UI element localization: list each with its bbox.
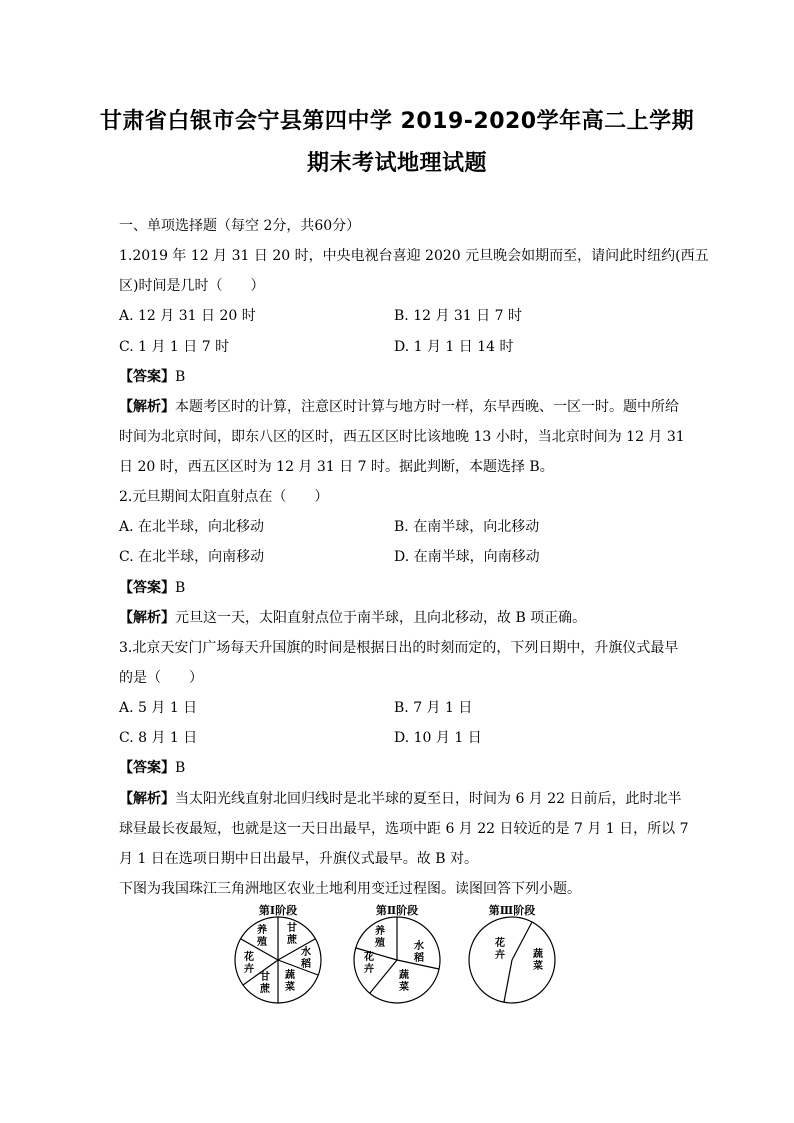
explanation-label: 【解析】 — [119, 610, 175, 626]
stage1-label-flowers — [243, 950, 254, 975]
q2-option-c: C. 在北半球，向南移动 — [119, 549, 265, 565]
label-char: 养 — [257, 925, 267, 936]
stage2-slice-label — [363, 950, 374, 975]
stage1-slice-label — [284, 968, 295, 993]
stage3-label-vegetables — [532, 947, 543, 972]
explanation-text: 元旦这一天，太阳直射点位于南半球，且向北移动，故 B 项正确。 — [175, 610, 587, 626]
label-char: 菜 — [399, 982, 409, 993]
label-char: 殖 — [257, 937, 267, 948]
stage1-slice-label — [300, 945, 311, 970]
q1-option-b: B. 12 月 31 日 7 时 — [394, 308, 522, 324]
stage3-slice-label — [532, 947, 543, 972]
stage2-slice-label — [398, 968, 409, 993]
q3-option-d: D. 10 月 1 日 — [394, 730, 482, 746]
answer-label: 【答案】 — [119, 580, 175, 596]
q2-option-b: B. 在南半球，向北移动 — [394, 519, 540, 535]
label-char: 蔬 — [399, 970, 409, 981]
q1-explanation-line1 — [119, 397, 679, 417]
explanation-text: 当太阳光线直射北回归线时是北半球的夏至日，时间为 6 月 22 日前后，此时北半 — [175, 791, 682, 807]
q2-answer — [119, 578, 185, 598]
label-char: 殖 — [375, 938, 385, 949]
q2-stem: 2.元旦期间太阳直射点在（ ） — [119, 489, 329, 505]
q1-option-c: C. 1 月 1 日 7 时 — [119, 339, 230, 355]
stage1-slice-label — [257, 923, 267, 948]
q3-explanation-line2: 球昼最长夜最短，也就是这一天日出最早，选项中距 6 月 22 日较近的是 7 月 1 日，所以 7 — [119, 821, 689, 837]
answer-label: 【答案】 — [119, 760, 175, 776]
stage2-label-aquaculture — [375, 924, 385, 949]
stage1-slice-label — [243, 950, 254, 975]
q3-option-a: A. 5 月 1 日 — [119, 700, 198, 716]
label-char: 甘 — [287, 923, 297, 934]
stage3-title: 第Ⅲ阶段 — [488, 904, 536, 917]
q1-answer — [119, 367, 185, 387]
label-char: 菜 — [533, 961, 543, 972]
label-char: 卉 — [364, 964, 374, 975]
q3-stem-line2: 的是（ ） — [119, 670, 203, 686]
explanation-label: 【解析】 — [119, 399, 175, 415]
land-use-figure — [220, 902, 580, 1006]
doc-title-line1: 甘肃省白银市会宁县第四中学 2019-2020学年高二上学期 — [99, 109, 695, 134]
stage2-slice-label — [375, 924, 385, 949]
label-char: 稻 — [414, 953, 424, 964]
label-char: 蔗 — [287, 935, 297, 946]
q1-explanation-line2: 时间为北京时间，即东八区的区时，西五区区时比该地晚 13 小时，当北京时间为 12 月 31 — [119, 429, 685, 445]
q3-explanation-line1 — [119, 789, 682, 809]
stage2-label-vegetables — [398, 968, 409, 993]
stage1-slice-label — [260, 970, 271, 995]
label-char: 卉 — [244, 964, 254, 975]
stage3-slice-label — [494, 936, 505, 961]
figure-intro: 下图为我国珠江三角洲地区农业土地利用变迁过程图。读图回答下列小题。 — [119, 881, 581, 897]
label-char: 花 — [495, 938, 505, 949]
label-char: 水 — [414, 941, 424, 952]
stage1-title: 第Ⅰ阶段 — [258, 904, 298, 917]
answer-value: B — [175, 580, 186, 596]
stage2-label-rice — [413, 939, 424, 964]
q3-explanation-line3: 月 1 日在选项日期中日出最早，升旗仪式最早。故 B 对。 — [119, 851, 478, 867]
doc-title-line2: 期末考试地理试题 — [306, 151, 487, 176]
q3-answer — [119, 758, 185, 778]
section-heading: 一、单项选择题（每空 2分，共60分） — [119, 218, 361, 234]
q3-option-c: C. 8 月 1 日 — [119, 730, 198, 746]
stage2-slice-label — [413, 939, 424, 964]
label-char: 甘 — [260, 972, 270, 983]
label-char: 菜 — [285, 982, 295, 993]
stage1-label-sugarcane-top — [287, 921, 298, 946]
q2-option-a: A. 在北半球，向北移动 — [119, 519, 265, 535]
q1-stem-line1: 1.2019 年 12 月 31 日 20 时，中央电视台喜迎 2020 元旦晚会如期而至，请问此时纽约(西五 — [119, 248, 709, 264]
stage1-slice-label — [287, 921, 298, 946]
stage3-label-flowers — [494, 936, 505, 961]
label-char: 花 — [244, 952, 254, 963]
label-char: 蔗 — [260, 984, 270, 995]
q1-explanation-line3: 日 20 时，西五区区时为 12 月 31 日 7 时。据此判断，本题选择 B。 — [119, 459, 554, 475]
label-char: 卉 — [495, 950, 505, 961]
label-char: 稻 — [301, 959, 311, 970]
stage2-title: 第Ⅱ阶段 — [375, 904, 419, 917]
q1-option-a: A. 12 月 31 日 20 时 — [119, 308, 256, 324]
label-char: 花 — [364, 952, 374, 963]
q3-stem-line1: 3.北京天安门广场每天升国旗的时间是根据日出的时刻而定的，下列日期中，升旗仪式最早 — [119, 640, 679, 656]
q2-explanation-line1 — [119, 608, 586, 628]
stage1-label-vegetables — [284, 968, 295, 993]
stage2-label-flowers — [363, 950, 374, 975]
q1-option-d: D. 1 月 1 日 14 时 — [394, 339, 514, 355]
stage1-label-sugarcane-bottom — [260, 970, 271, 995]
answer-value: B — [175, 369, 186, 385]
label-char: 养 — [375, 926, 385, 937]
q2-option-d: D. 在南半球，向南移动 — [394, 549, 540, 565]
q3-option-b: B. 7 月 1 日 — [394, 700, 473, 716]
q1-stem-line2: 区)时间是几时（ ） — [119, 278, 265, 294]
answer-value: B — [175, 760, 186, 776]
explanation-text: 本题考区时的计算，注意区时计算与地方时一样，东早西晚、一区一时。题中所给 — [175, 399, 679, 415]
stage1-label-rice — [300, 945, 311, 970]
stage1-label-aquaculture — [257, 923, 267, 948]
label-char: 水 — [301, 947, 311, 958]
answer-label: 【答案】 — [119, 369, 175, 385]
explanation-label: 【解析】 — [119, 791, 175, 807]
label-char: 蔬 — [533, 949, 543, 960]
label-char: 蔬 — [285, 970, 295, 981]
